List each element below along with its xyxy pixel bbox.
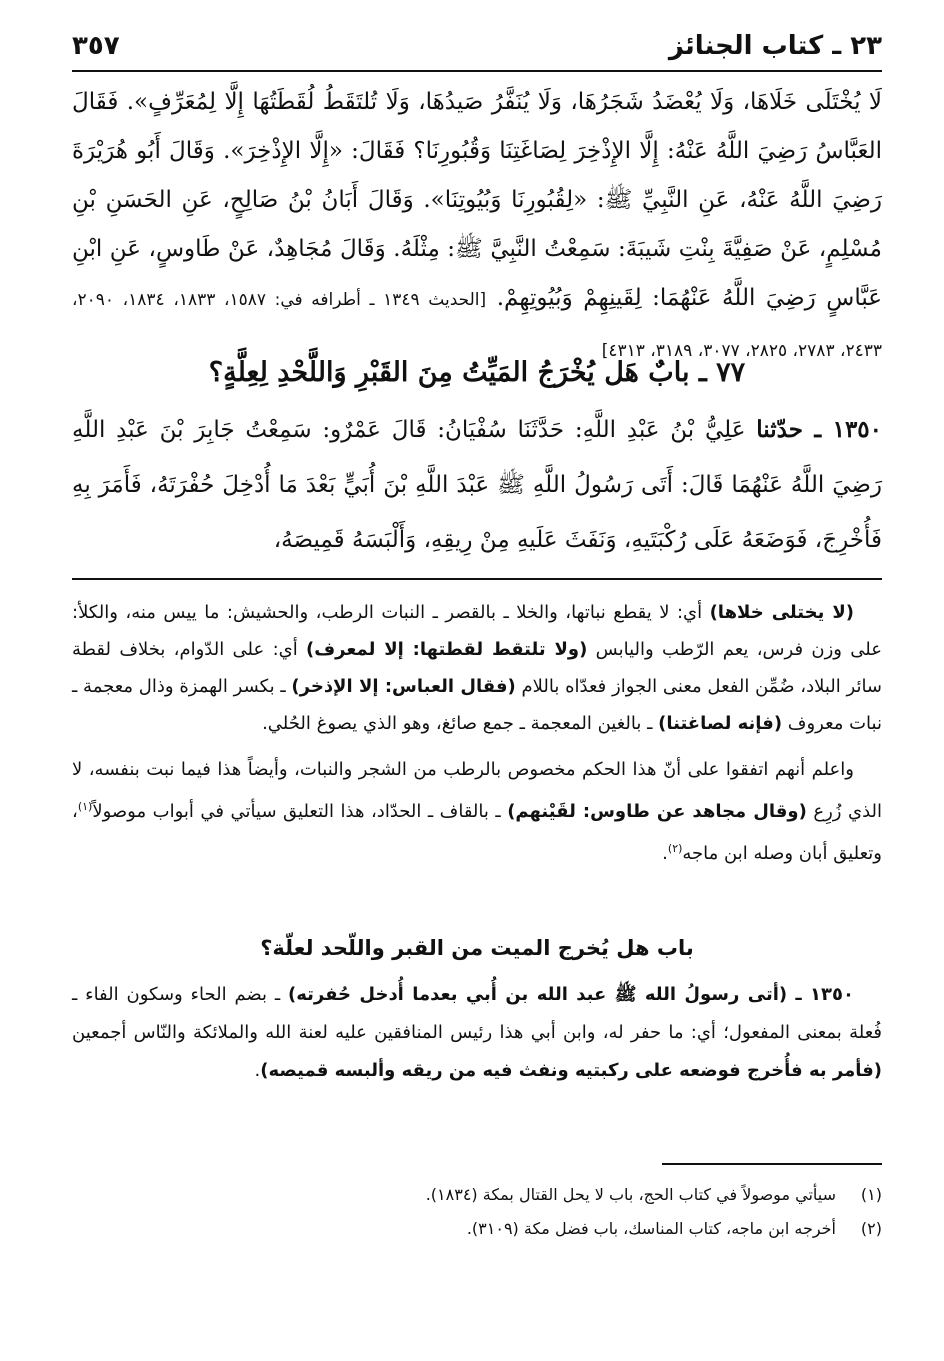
footnotes xyxy=(72,1178,882,1246)
quoted-phrase: ١٣٥٠ ـ (أتى رسولُ الله ﷺ عبد الله بن أُبي بعدما أُدخل حُفرته) xyxy=(288,984,854,1005)
commentary-text: ـ بكسر الهمزة وذال معجمة ـ نبات معروف xyxy=(72,676,882,734)
commentary-text: ـ بالقاف ـ الحدّاد، هذا التعليق سيأتي في أبواب موصولاً xyxy=(92,801,508,822)
footnote-marker[interactable]: (٢) xyxy=(667,842,683,855)
commentary-text: . xyxy=(254,1060,261,1081)
quoted-phrase: (ولا تلتقط لقطتها: إلا لمعرف) xyxy=(306,639,588,660)
matn-paragraph: لَا يُخْتَلَى خَلَاهَا، وَلَا يُعْضَدُ شَجَرُهَا، وَلَا يُنَفَّرُ صَيدُهَا، وَلَا تُلتَقَطُ لُقَطَتُهَا إِلَّا لِمُعَرِّفٍ». فَقَالَ العَبَّاسُ رَضِيَ اللَّهُ عَنْهُ: إِلَّا الإِذْخِرَ لِصَاغَتِنَا وَقُبُورِنَا؟ فَقَالَ: «إِلَّا الإِذْخِرَ». وَقَالَ أَبُو هُرَيْرَةَ رَضِيَ اللَّهُ عَنْهُ، عَنِ النَّبِيِّ ﷺ: «لِقُبُورِنَا وَبُيُوتِنَا». وَقَالَ أَبَانُ بْنُ صَالِحٍ، عَنِ الحَسَنِ بْنِ مُسْلِمٍ، عَنْ صَفِيَّةَ بِنْتِ شَيبَةَ: سَمِعْتُ النَّبِيَّ ﷺ: مِثْلَهُ. وَقَالَ مُجَاهِدٌ، عَنْ طَاوسٍ، عَنِ ابْنِ عَبَّاسٍ رَضِيَ اللَّهُ عَنْهُمَا: لِقَينِهِمْ وَبُيُوتِهِمْ. xyxy=(72,89,883,311)
quoted-phrase: (لا يختلى خلاها) xyxy=(709,602,854,623)
commentary-paragraph xyxy=(72,751,882,872)
hadith-text-block xyxy=(72,78,882,376)
commentary-text: . xyxy=(662,843,668,864)
footnote-text: أخرجه ابن ماجه، كتاب المناسك، باب فضل مكة (٣١٠٩). xyxy=(466,1219,836,1238)
commentary-text: ـ بالغين المعجمة ـ جمع صائغ، وهو الذي يصوغ الحُلي. xyxy=(262,713,659,734)
commentary-block-2 xyxy=(72,976,882,1090)
commentary-heading: باب هل يُخرج الميت من القبر واللّحد لعلّة؟ xyxy=(260,936,694,960)
commentary-text: ، وتعليق أبان وصله ابن ماجه xyxy=(72,801,882,864)
footnote-marker[interactable]: (١) xyxy=(77,800,93,813)
quoted-phrase: (وقال مجاهد عن طاوس: لقَيْنهم) xyxy=(507,801,807,822)
footnote-number: (١) xyxy=(860,1185,882,1204)
commentary-text: أي: على الدّوام، بخلاف لقطة سائر البلاد، ضُمِّن الفعل معنى الجواز فعدّاه باللام xyxy=(72,639,883,697)
footnote xyxy=(72,1212,882,1246)
commentary-block xyxy=(72,594,882,881)
quoted-phrase: (فقال العباس: إلا الإذخر) xyxy=(291,676,516,697)
commentary-divider xyxy=(72,578,882,580)
hadith-reference: [الحديث ١٣٤٩ ـ أطرافه في: ١٥٨٧، ١٨٣٣، ١٨٣٤، ٢٠٩٠، ٢٤٣٣، ٢٧٨٣، ٢٨٢٥، ٣٠٧٧، ٣١٨٩، ٤٣١٣] xyxy=(72,290,882,361)
hadith-number: ١٣٥٠ ـ حدّثنا xyxy=(756,416,883,443)
hadith-text: عَلِيُّ بْنُ عَبْدِ اللَّهِ: حَدَّثَنَا سُفْيَانُ: قَالَ عَمْرٌو: سَمِعْتُ جَابِرَ بْنَ عَبْدِ اللَّهِ رَضِيَ اللَّهُ عَنْهُمَا قَالَ: أَتَى رَسُولُ اللَّهِ ﷺ عَبْدَ اللَّهِ بْنَ أُبَيٍّ بَعْدَ مَا أُدْخِلَ حُفْرَتَهُ، فَأَمَرَ بِهِ فَأُخْرِجَ، فَوَضَعَهُ عَلَى رُكْبَتَيهِ، وَنَفَثَ عَلَيهِ مِنْ رِيقِهِ، وَأَلْبَسَهُ قَمِيصَهُ، xyxy=(72,417,882,553)
chapter-heading: ٧٧ ـ بابٌ هَل يُخْرَجُ المَيِّتُ مِنَ القَبْرِ وَاللَّحْدِ لِعِلَّةٍ؟ xyxy=(208,357,746,388)
hadith-1350 xyxy=(72,402,882,568)
footnote-text: سيأتي موصولاً في كتاب الحج، باب لا يحل القتال بمكة (١٨٣٤). xyxy=(425,1185,836,1204)
running-header xyxy=(72,26,882,66)
footnote-divider xyxy=(662,1163,882,1165)
commentary-paragraph xyxy=(72,594,882,742)
footnote xyxy=(72,1178,882,1212)
header-divider xyxy=(72,70,882,72)
page-number: ٣٥٧ xyxy=(72,31,120,61)
footnote-number: (٢) xyxy=(860,1219,882,1238)
commentary-text: واعلم أنهم اتفقوا على أنّ هذا الحكم مخصوص بالرطب من الشجر والنبات، وأيضاً هذا فيما نبت بنفسه، لا الذي زُرِع xyxy=(72,759,882,822)
quoted-phrase: (فإنه لصاغتنا) xyxy=(658,713,783,734)
commentary-text: ـ بضم الحاء وسكون الفاء ـ فُعلة بمعنى المفعول؛ أي: ما حفر له، وابن أبي هذا رئيس المنافقين عليه لعنة الله والملائكة والنّاس أجمعين xyxy=(72,984,882,1043)
commentary-text: أي: لا يقطع نباتها، والخلا ـ بالقصر ـ النبات الرطب، والحشيش: ما ييس منه، والكلأ: على وزن فرس، يعم الرّطب واليابس xyxy=(72,602,882,660)
quoted-phrase: (فأمر به فأُخرج فوضعه على ركبتيه ونفث فيه من ريقه وألبسه قميصه) xyxy=(260,1060,882,1081)
chapter-title: ٢٣ ـ كتاب الجنائز xyxy=(668,31,882,61)
